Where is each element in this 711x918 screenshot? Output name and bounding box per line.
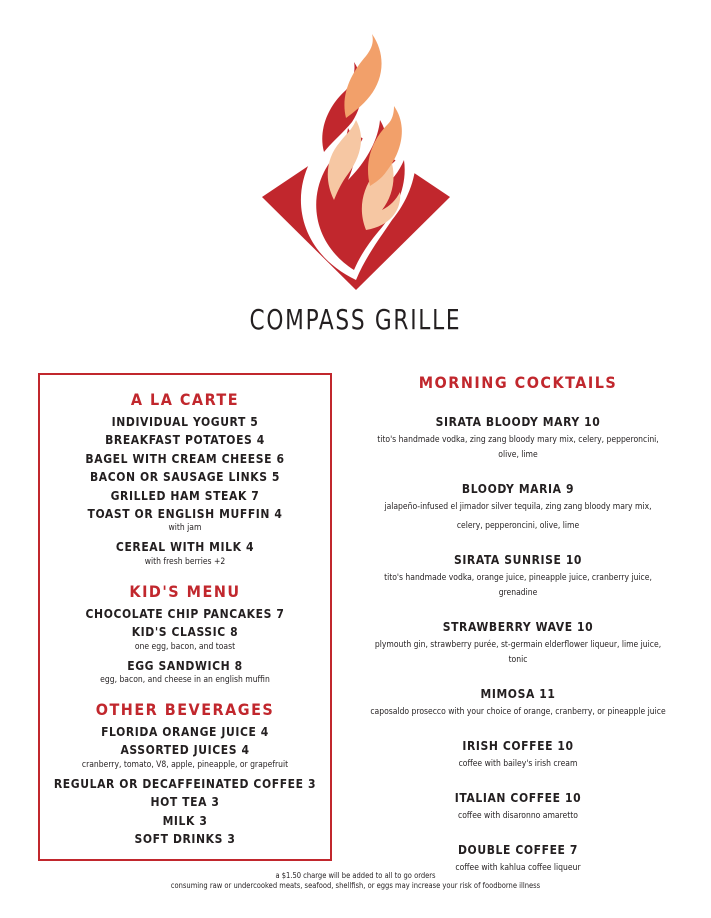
cocktail-item <box>368 552 668 601</box>
kids-menu-title: KID'S MENU <box>129 581 241 601</box>
cocktail-item <box>368 686 668 720</box>
menu-item: SOFT DRINKS 3 <box>134 832 236 847</box>
cocktail-description: caposaldo prosecco with your choice of orange, cranberry, or pineapple juice <box>370 707 666 717</box>
cocktail-item <box>368 790 668 824</box>
menu-item-description: one egg, bacon, and toast <box>134 641 236 652</box>
a-la-carte-title: A LA CARTE <box>130 390 240 409</box>
cocktail-item <box>368 619 668 668</box>
cocktail-description: coffee with disaronno amaretto <box>458 811 578 821</box>
restaurant-name: COMPASS GRILLE <box>249 303 462 336</box>
menu-item-description: with jam <box>168 523 202 534</box>
compass-flame-logo <box>262 34 450 292</box>
menu-item-description: egg, bacon, and cheese in an english muffin <box>100 675 270 686</box>
menu-item: BREAKFAST POTATOES 4 <box>105 433 265 448</box>
cocktail-description: tito's handmade vodka, orange juice, pineapple juice, cranberry juice, grenadine <box>384 573 652 598</box>
cocktail-item <box>368 414 668 463</box>
menu-item: TOAST OR ENGLISH MUFFIN 4 <box>87 507 283 522</box>
cocktail-item <box>368 481 668 534</box>
cocktail-name: SIRATA SUNRISE 10 <box>453 553 583 567</box>
cocktail-name: ITALIAN COFFEE 10 <box>454 791 582 805</box>
menu-item: REGULAR OR DECAFFEINATED COFFEE 3 <box>53 776 317 791</box>
footer-notes <box>0 871 711 890</box>
menu-item: EGG SANDWICH 8 <box>127 658 243 673</box>
menu-item: BACON OR SAUSAGE LINKS 5 <box>89 470 281 485</box>
menu-item: GRILLED HAM STEAK 7 <box>110 488 260 503</box>
menu-item: HOT TEA 3 <box>150 795 220 810</box>
left-menu-column <box>38 390 332 849</box>
menu-item-description: with fresh berries +2 <box>144 556 226 567</box>
menu-item: INDIVIDUAL YOGURT 5 <box>111 415 259 429</box>
cocktail-description: tito's handmade vodka, zing zang bloody mary mix, celery, pepperoncini, olive, lime <box>377 435 659 460</box>
menu-item: FLORIDA ORANGE JUICE 4 <box>101 725 269 740</box>
menu-item: CHOCOLATE CHIP PANCAKES 7 <box>85 606 285 621</box>
cocktail-name: BLOODY MARIA 9 <box>461 482 575 496</box>
menu-item: ASSORTED JUICES 4 <box>120 743 250 758</box>
menu-item-description: cranberry, tomato, V8, apple, pineapple, or grapefruit <box>81 759 289 770</box>
cocktail-name: IRISH COFFEE 10 <box>462 739 574 753</box>
menu-item: KID'S CLASSIC 8 <box>131 625 239 640</box>
cocktail-description: plymouth gin, strawberry purée, st-germain elderflower liqueur, lime juice, tonic <box>374 640 662 665</box>
to-go-charge-note: a $1.50 charge will be added to all to go orders <box>275 871 436 880</box>
cocktail-name: STRAWBERRY WAVE 10 <box>442 620 594 634</box>
cocktail-description: coffee with bailey's irish cream <box>458 759 578 769</box>
cocktail-name: DOUBLE COFFEE 7 <box>457 843 579 857</box>
cocktail-description: coffee with kahlua coffee liqueur <box>455 863 581 873</box>
cocktails-column <box>368 373 668 894</box>
cocktail-name: MIMOSA 11 <box>480 687 556 701</box>
morning-cocktails-title: MORNING COCKTAILS <box>418 373 618 392</box>
menu-item: MILK 3 <box>162 813 208 828</box>
cocktail-description: jalapeño-infused el jimador silver tequila, zing zang bloody mary mix, <box>384 502 652 512</box>
cocktail-item <box>368 738 668 772</box>
cocktail-description-continued: celery, pepperoncini, olive, lime <box>456 521 580 531</box>
menu-item: BAGEL WITH CREAM CHEESE 6 <box>85 451 285 466</box>
cocktail-name: SIRATA BLOODY MARY 10 <box>435 415 601 429</box>
menu-item: CEREAL WITH MILK 4 <box>115 540 255 555</box>
food-safety-disclaimer: consuming raw or undercooked meats, seafood, shellfish, or eggs may increase your risk of foodborne illness <box>170 880 541 890</box>
other-beverages-title: OTHER BEVERAGES <box>95 700 275 720</box>
